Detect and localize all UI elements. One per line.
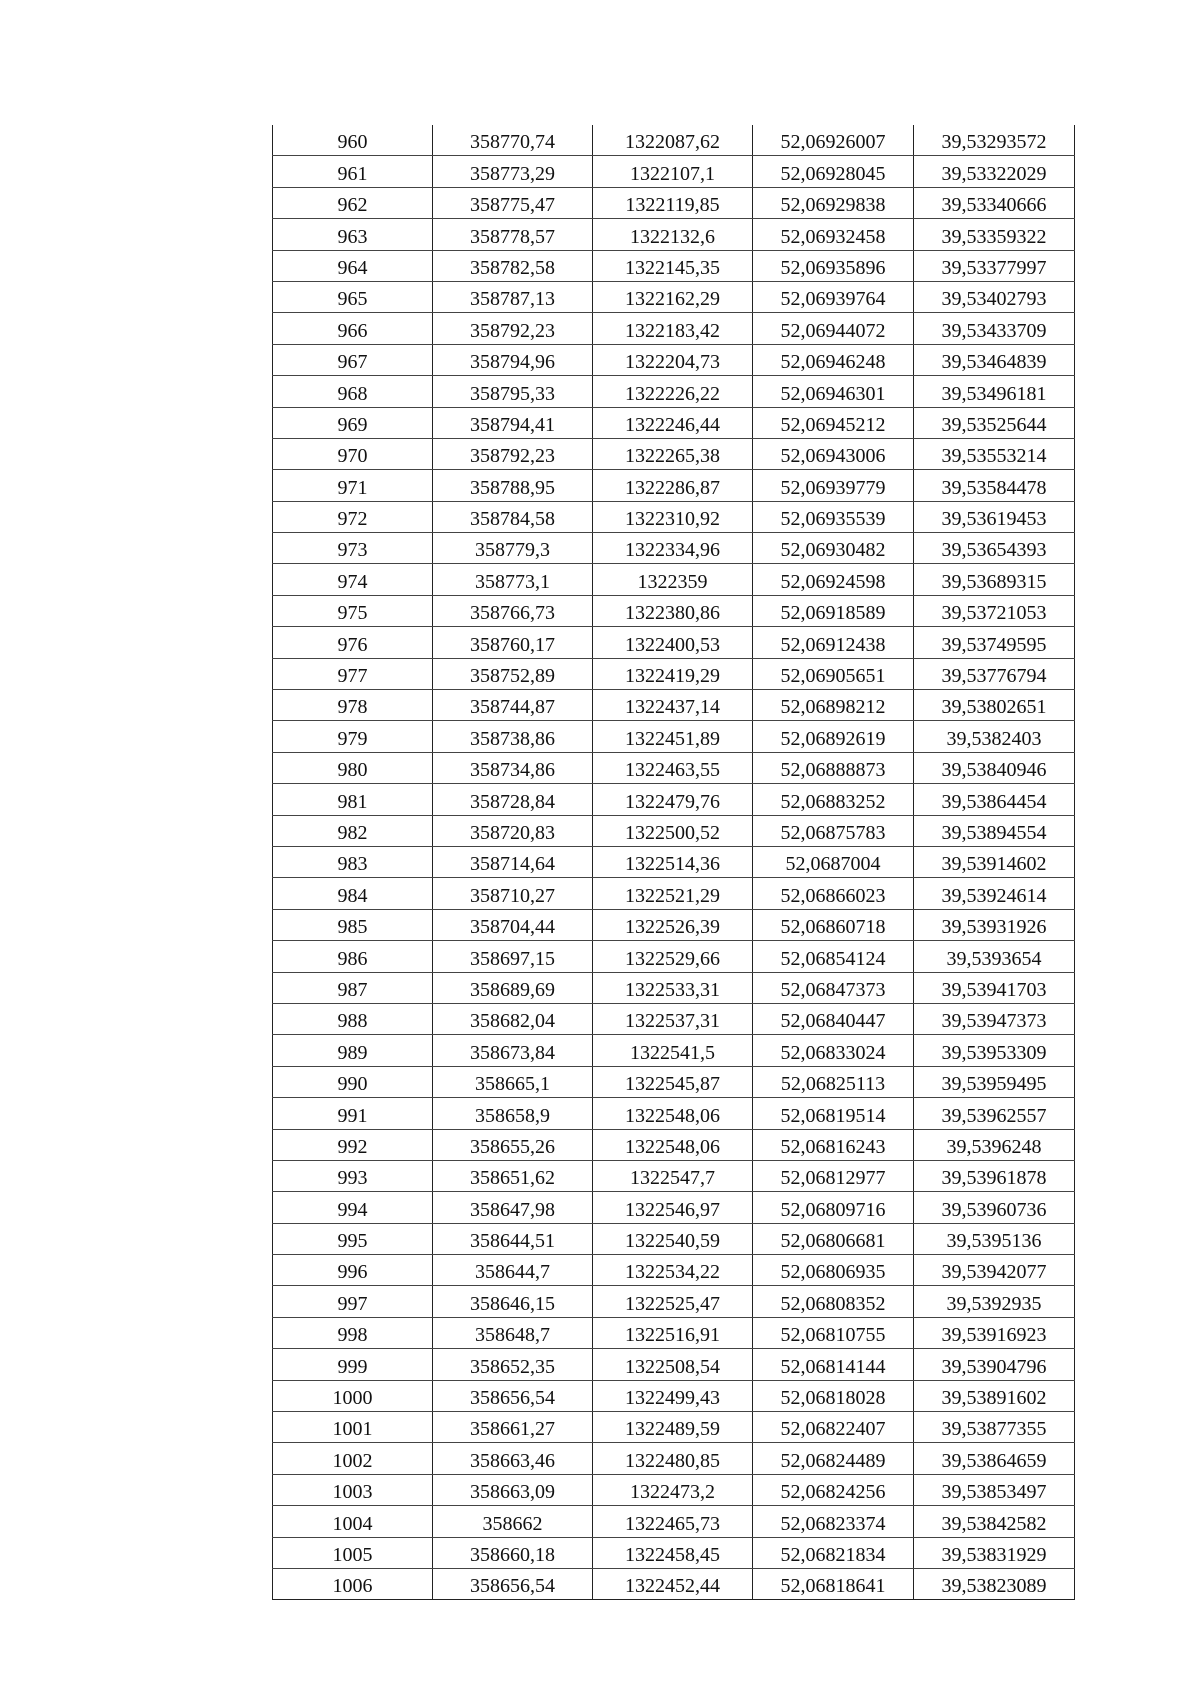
table-row — [273, 1474, 1075, 1505]
y-coordinate-cell: 1322540,59 — [593, 1223, 753, 1254]
y-coordinate-cell: 1322489,59 — [593, 1412, 753, 1443]
point-number-cell: 974 — [273, 564, 433, 595]
x-coordinate-cell: 358644,7 — [433, 1255, 593, 1286]
latitude-cell: 52,06898212 — [753, 690, 914, 721]
latitude-cell: 52,06888873 — [753, 752, 914, 783]
x-coordinate-cell: 358647,98 — [433, 1192, 593, 1223]
longitude-cell: 39,53864659 — [914, 1443, 1075, 1474]
y-coordinate-cell: 1322534,22 — [593, 1255, 753, 1286]
latitude-cell: 52,06814144 — [753, 1349, 914, 1380]
longitude-cell: 39,5393654 — [914, 941, 1075, 972]
longitude-cell: 39,53916923 — [914, 1317, 1075, 1348]
y-coordinate-cell: 1322508,54 — [593, 1349, 753, 1380]
y-coordinate-cell: 1322334,96 — [593, 533, 753, 564]
x-coordinate-cell: 358787,13 — [433, 281, 593, 312]
point-number-cell: 1003 — [273, 1474, 433, 1505]
y-coordinate-cell: 1322465,73 — [593, 1506, 753, 1537]
latitude-cell: 52,06935539 — [753, 501, 914, 532]
table-row — [273, 470, 1075, 501]
longitude-cell: 39,53942077 — [914, 1255, 1075, 1286]
point-number-cell: 964 — [273, 250, 433, 281]
point-number-cell: 1000 — [273, 1380, 433, 1411]
y-coordinate-cell: 1322479,76 — [593, 784, 753, 815]
table-row — [273, 1035, 1075, 1066]
table-row — [273, 376, 1075, 407]
latitude-cell: 52,06824489 — [753, 1443, 914, 1474]
x-coordinate-cell: 358794,96 — [433, 344, 593, 375]
point-number-cell: 977 — [273, 658, 433, 689]
table-row — [273, 407, 1075, 438]
point-number-cell: 975 — [273, 595, 433, 626]
latitude-cell: 52,06930482 — [753, 533, 914, 564]
y-coordinate-cell: 1322547,7 — [593, 1160, 753, 1191]
point-number-cell: 983 — [273, 846, 433, 877]
y-coordinate-cell: 1322359 — [593, 564, 753, 595]
longitude-cell: 39,53891602 — [914, 1380, 1075, 1411]
latitude-cell: 52,06924598 — [753, 564, 914, 595]
point-number-cell: 979 — [273, 721, 433, 752]
y-coordinate-cell: 1322145,35 — [593, 250, 753, 281]
latitude-cell: 52,06822407 — [753, 1412, 914, 1443]
longitude-cell: 39,53749595 — [914, 627, 1075, 658]
latitude-cell: 52,06945212 — [753, 407, 914, 438]
y-coordinate-cell: 1322452,44 — [593, 1568, 753, 1599]
x-coordinate-cell: 358656,54 — [433, 1380, 593, 1411]
longitude-cell: 39,53802651 — [914, 690, 1075, 721]
x-coordinate-cell: 358673,84 — [433, 1035, 593, 1066]
y-coordinate-cell: 1322437,14 — [593, 690, 753, 721]
x-coordinate-cell: 358646,15 — [433, 1286, 593, 1317]
point-number-cell: 992 — [273, 1129, 433, 1160]
table-row — [273, 125, 1075, 156]
x-coordinate-cell: 358689,69 — [433, 972, 593, 1003]
longitude-cell: 39,53433709 — [914, 313, 1075, 344]
table-row — [273, 250, 1075, 281]
y-coordinate-cell: 1322526,39 — [593, 909, 753, 940]
table-row — [273, 1506, 1075, 1537]
x-coordinate-cell: 358752,89 — [433, 658, 593, 689]
x-coordinate-cell: 358744,87 — [433, 690, 593, 721]
longitude-cell: 39,53293572 — [914, 125, 1075, 156]
y-coordinate-cell: 1322204,73 — [593, 344, 753, 375]
point-number-cell: 987 — [273, 972, 433, 1003]
latitude-cell: 52,06818641 — [753, 1568, 914, 1599]
longitude-cell: 39,53654393 — [914, 533, 1075, 564]
y-coordinate-cell: 1322183,42 — [593, 313, 753, 344]
table-row — [273, 846, 1075, 877]
point-number-cell: 965 — [273, 281, 433, 312]
table-row — [273, 1003, 1075, 1034]
longitude-cell: 39,5382403 — [914, 721, 1075, 752]
table-row — [273, 658, 1075, 689]
y-coordinate-cell: 1322286,87 — [593, 470, 753, 501]
x-coordinate-cell: 358665,1 — [433, 1066, 593, 1097]
longitude-cell: 39,53402793 — [914, 281, 1075, 312]
table-row — [273, 1223, 1075, 1254]
y-coordinate-cell: 1322499,43 — [593, 1380, 753, 1411]
point-number-cell: 990 — [273, 1066, 433, 1097]
x-coordinate-cell: 358658,9 — [433, 1098, 593, 1129]
point-number-cell: 966 — [273, 313, 433, 344]
latitude-cell: 52,06816243 — [753, 1129, 914, 1160]
longitude-cell: 39,53525644 — [914, 407, 1075, 438]
table-row — [273, 344, 1075, 375]
x-coordinate-cell: 358710,27 — [433, 878, 593, 909]
x-coordinate-cell: 358714,64 — [433, 846, 593, 877]
x-coordinate-cell: 358720,83 — [433, 815, 593, 846]
longitude-cell: 39,53947373 — [914, 1003, 1075, 1034]
table-row — [273, 533, 1075, 564]
latitude-cell: 52,06946301 — [753, 376, 914, 407]
latitude-cell: 52,06883252 — [753, 784, 914, 815]
point-number-cell: 969 — [273, 407, 433, 438]
x-coordinate-cell: 358778,57 — [433, 219, 593, 250]
point-number-cell: 989 — [273, 1035, 433, 1066]
longitude-cell: 39,53840946 — [914, 752, 1075, 783]
y-coordinate-cell: 1322119,85 — [593, 187, 753, 218]
latitude-cell: 52,06847373 — [753, 972, 914, 1003]
latitude-cell: 52,06824256 — [753, 1474, 914, 1505]
latitude-cell: 52,06809716 — [753, 1192, 914, 1223]
longitude-cell: 39,53776794 — [914, 658, 1075, 689]
longitude-cell: 39,53864454 — [914, 784, 1075, 815]
point-number-cell: 991 — [273, 1098, 433, 1129]
x-coordinate-cell: 358652,35 — [433, 1349, 593, 1380]
y-coordinate-cell: 1322545,87 — [593, 1066, 753, 1097]
y-coordinate-cell: 1322521,29 — [593, 878, 753, 909]
longitude-cell: 39,53962557 — [914, 1098, 1075, 1129]
point-number-cell: 971 — [273, 470, 433, 501]
point-number-cell: 997 — [273, 1286, 433, 1317]
table-row — [273, 909, 1075, 940]
latitude-cell: 52,06943006 — [753, 438, 914, 469]
point-number-cell: 980 — [273, 752, 433, 783]
longitude-cell: 39,53894554 — [914, 815, 1075, 846]
longitude-cell: 39,53924614 — [914, 878, 1075, 909]
table-row — [273, 1537, 1075, 1568]
latitude-cell: 52,06918589 — [753, 595, 914, 626]
x-coordinate-cell: 358766,73 — [433, 595, 593, 626]
longitude-cell: 39,5395136 — [914, 1223, 1075, 1254]
x-coordinate-cell: 358782,58 — [433, 250, 593, 281]
x-coordinate-cell: 358760,17 — [433, 627, 593, 658]
longitude-cell: 39,53619453 — [914, 501, 1075, 532]
x-coordinate-cell: 358784,58 — [433, 501, 593, 532]
y-coordinate-cell: 1322525,47 — [593, 1286, 753, 1317]
table-row — [273, 1098, 1075, 1129]
longitude-cell: 39,53584478 — [914, 470, 1075, 501]
latitude-cell: 52,06812977 — [753, 1160, 914, 1191]
latitude-cell: 52,06939779 — [753, 470, 914, 501]
y-coordinate-cell: 1322533,31 — [593, 972, 753, 1003]
table-row — [273, 1129, 1075, 1160]
y-coordinate-cell: 1322087,62 — [593, 125, 753, 156]
x-coordinate-cell: 358661,27 — [433, 1412, 593, 1443]
point-number-cell: 1004 — [273, 1506, 433, 1537]
longitude-cell: 39,53831929 — [914, 1537, 1075, 1568]
y-coordinate-cell: 1322546,97 — [593, 1192, 753, 1223]
y-coordinate-cell: 1322548,06 — [593, 1098, 753, 1129]
point-number-cell: 1006 — [273, 1568, 433, 1599]
table-row — [273, 1443, 1075, 1474]
latitude-cell: 52,06821834 — [753, 1537, 914, 1568]
point-number-cell: 998 — [273, 1317, 433, 1348]
longitude-cell: 39,53340666 — [914, 187, 1075, 218]
x-coordinate-cell: 358738,86 — [433, 721, 593, 752]
y-coordinate-cell: 1322463,55 — [593, 752, 753, 783]
point-number-cell: 1002 — [273, 1443, 433, 1474]
longitude-cell: 39,53960736 — [914, 1192, 1075, 1223]
x-coordinate-cell: 358663,46 — [433, 1443, 593, 1474]
longitude-cell: 39,5396248 — [914, 1129, 1075, 1160]
latitude-cell: 52,06929838 — [753, 187, 914, 218]
x-coordinate-cell: 358651,62 — [433, 1160, 593, 1191]
table-row — [273, 1380, 1075, 1411]
y-coordinate-cell: 1322162,29 — [593, 281, 753, 312]
longitude-cell: 39,53931926 — [914, 909, 1075, 940]
point-number-cell: 968 — [273, 376, 433, 407]
y-coordinate-cell: 1322541,5 — [593, 1035, 753, 1066]
table-row — [273, 313, 1075, 344]
table-row — [273, 972, 1075, 1003]
point-number-cell: 961 — [273, 156, 433, 187]
x-coordinate-cell: 358775,47 — [433, 187, 593, 218]
latitude-cell: 52,06819514 — [753, 1098, 914, 1129]
latitude-cell: 52,06860718 — [753, 909, 914, 940]
latitude-cell: 52,06926007 — [753, 125, 914, 156]
y-coordinate-cell: 1322226,22 — [593, 376, 753, 407]
y-coordinate-cell: 1322537,31 — [593, 1003, 753, 1034]
point-number-cell: 978 — [273, 690, 433, 721]
longitude-cell: 39,53961878 — [914, 1160, 1075, 1191]
y-coordinate-cell: 1322380,86 — [593, 595, 753, 626]
x-coordinate-cell: 358792,23 — [433, 313, 593, 344]
x-coordinate-cell: 358660,18 — [433, 1537, 593, 1568]
y-coordinate-cell: 1322458,45 — [593, 1537, 753, 1568]
y-coordinate-cell: 1322529,66 — [593, 941, 753, 972]
latitude-cell: 52,06932458 — [753, 219, 914, 250]
coordinates-table — [272, 125, 1075, 1600]
table-row — [273, 1160, 1075, 1191]
x-coordinate-cell: 358779,3 — [433, 533, 593, 564]
table-row — [273, 941, 1075, 972]
table-row — [273, 815, 1075, 846]
longitude-cell: 39,53322029 — [914, 156, 1075, 187]
point-number-cell: 976 — [273, 627, 433, 658]
y-coordinate-cell: 1322265,38 — [593, 438, 753, 469]
table-row — [273, 156, 1075, 187]
table-row — [273, 721, 1075, 752]
y-coordinate-cell: 1322246,44 — [593, 407, 753, 438]
latitude-cell: 52,06944072 — [753, 313, 914, 344]
latitude-cell: 52,06854124 — [753, 941, 914, 972]
table-row — [273, 690, 1075, 721]
point-number-cell: 972 — [273, 501, 433, 532]
y-coordinate-cell: 1322480,85 — [593, 1443, 753, 1474]
point-number-cell: 967 — [273, 344, 433, 375]
table-row — [273, 1192, 1075, 1223]
point-number-cell: 985 — [273, 909, 433, 940]
x-coordinate-cell: 358794,41 — [433, 407, 593, 438]
latitude-cell: 52,06818028 — [753, 1380, 914, 1411]
latitude-cell: 52,06912438 — [753, 627, 914, 658]
table-row — [273, 1066, 1075, 1097]
latitude-cell: 52,06808352 — [753, 1286, 914, 1317]
table-row — [273, 595, 1075, 626]
latitude-cell: 52,0687004 — [753, 846, 914, 877]
latitude-cell: 52,06939764 — [753, 281, 914, 312]
x-coordinate-cell: 358773,1 — [433, 564, 593, 595]
latitude-cell: 52,06833024 — [753, 1035, 914, 1066]
x-coordinate-cell: 358770,74 — [433, 125, 593, 156]
y-coordinate-cell: 1322107,1 — [593, 156, 753, 187]
latitude-cell: 52,06866023 — [753, 878, 914, 909]
point-number-cell: 984 — [273, 878, 433, 909]
x-coordinate-cell: 358788,95 — [433, 470, 593, 501]
y-coordinate-cell: 1322419,29 — [593, 658, 753, 689]
latitude-cell: 52,06840447 — [753, 1003, 914, 1034]
latitude-cell: 52,06806935 — [753, 1255, 914, 1286]
coordinates-table-body — [273, 125, 1075, 1600]
table-row — [273, 627, 1075, 658]
y-coordinate-cell: 1322473,2 — [593, 1474, 753, 1505]
table-row — [273, 501, 1075, 532]
latitude-cell: 52,06806681 — [753, 1223, 914, 1254]
point-number-cell: 996 — [273, 1255, 433, 1286]
point-number-cell: 999 — [273, 1349, 433, 1380]
latitude-cell: 52,06935896 — [753, 250, 914, 281]
table-row — [273, 281, 1075, 312]
longitude-cell: 39,53842582 — [914, 1506, 1075, 1537]
point-number-cell: 986 — [273, 941, 433, 972]
x-coordinate-cell: 358655,26 — [433, 1129, 593, 1160]
point-number-cell: 970 — [273, 438, 433, 469]
latitude-cell: 52,06875783 — [753, 815, 914, 846]
x-coordinate-cell: 358773,29 — [433, 156, 593, 187]
table-row — [273, 1412, 1075, 1443]
x-coordinate-cell: 358795,33 — [433, 376, 593, 407]
y-coordinate-cell: 1322451,89 — [593, 721, 753, 752]
point-number-cell: 963 — [273, 219, 433, 250]
x-coordinate-cell: 358792,23 — [433, 438, 593, 469]
longitude-cell: 39,53959495 — [914, 1066, 1075, 1097]
y-coordinate-cell: 1322516,91 — [593, 1317, 753, 1348]
x-coordinate-cell: 358682,04 — [433, 1003, 593, 1034]
x-coordinate-cell: 358648,7 — [433, 1317, 593, 1348]
longitude-cell: 39,53553214 — [914, 438, 1075, 469]
longitude-cell: 39,53464839 — [914, 344, 1075, 375]
x-coordinate-cell: 358644,51 — [433, 1223, 593, 1254]
x-coordinate-cell: 358734,86 — [433, 752, 593, 783]
table-row — [273, 1568, 1075, 1599]
longitude-cell: 39,53496181 — [914, 376, 1075, 407]
y-coordinate-cell: 1322514,36 — [593, 846, 753, 877]
point-number-cell: 973 — [273, 533, 433, 564]
longitude-cell: 39,53953309 — [914, 1035, 1075, 1066]
table-row — [273, 878, 1075, 909]
y-coordinate-cell: 1322132,6 — [593, 219, 753, 250]
longitude-cell: 39,5392935 — [914, 1286, 1075, 1317]
longitude-cell: 39,53823089 — [914, 1568, 1075, 1599]
x-coordinate-cell: 358663,09 — [433, 1474, 593, 1505]
longitude-cell: 39,53914602 — [914, 846, 1075, 877]
latitude-cell: 52,06825113 — [753, 1066, 914, 1097]
y-coordinate-cell: 1322310,92 — [593, 501, 753, 532]
latitude-cell: 52,06946248 — [753, 344, 914, 375]
point-number-cell: 988 — [273, 1003, 433, 1034]
x-coordinate-cell: 358704,44 — [433, 909, 593, 940]
longitude-cell: 39,53853497 — [914, 1474, 1075, 1505]
point-number-cell: 981 — [273, 784, 433, 815]
y-coordinate-cell: 1322500,52 — [593, 815, 753, 846]
table-row — [273, 752, 1075, 783]
table-row — [273, 1349, 1075, 1380]
table-row — [273, 187, 1075, 218]
x-coordinate-cell: 358656,54 — [433, 1568, 593, 1599]
latitude-cell: 52,06810755 — [753, 1317, 914, 1348]
table-row — [273, 784, 1075, 815]
longitude-cell: 39,53689315 — [914, 564, 1075, 595]
longitude-cell: 39,53941703 — [914, 972, 1075, 1003]
latitude-cell: 52,06823374 — [753, 1506, 914, 1537]
point-number-cell: 995 — [273, 1223, 433, 1254]
longitude-cell: 39,53877355 — [914, 1412, 1075, 1443]
point-number-cell: 994 — [273, 1192, 433, 1223]
point-number-cell: 1005 — [273, 1537, 433, 1568]
x-coordinate-cell: 358662 — [433, 1506, 593, 1537]
point-number-cell: 962 — [273, 187, 433, 218]
table-row — [273, 1286, 1075, 1317]
latitude-cell: 52,06892619 — [753, 721, 914, 752]
point-number-cell: 982 — [273, 815, 433, 846]
table-row — [273, 219, 1075, 250]
y-coordinate-cell: 1322400,53 — [593, 627, 753, 658]
table-row — [273, 1317, 1075, 1348]
table-row — [273, 1255, 1075, 1286]
latitude-cell: 52,06905651 — [753, 658, 914, 689]
table-row — [273, 564, 1075, 595]
longitude-cell: 39,53377997 — [914, 250, 1075, 281]
longitude-cell: 39,53721053 — [914, 595, 1075, 626]
point-number-cell: 960 — [273, 125, 433, 156]
table-row — [273, 438, 1075, 469]
latitude-cell: 52,06928045 — [753, 156, 914, 187]
point-number-cell: 993 — [273, 1160, 433, 1191]
longitude-cell: 39,53904796 — [914, 1349, 1075, 1380]
longitude-cell: 39,53359322 — [914, 219, 1075, 250]
x-coordinate-cell: 358697,15 — [433, 941, 593, 972]
point-number-cell: 1001 — [273, 1412, 433, 1443]
y-coordinate-cell: 1322548,06 — [593, 1129, 753, 1160]
x-coordinate-cell: 358728,84 — [433, 784, 593, 815]
